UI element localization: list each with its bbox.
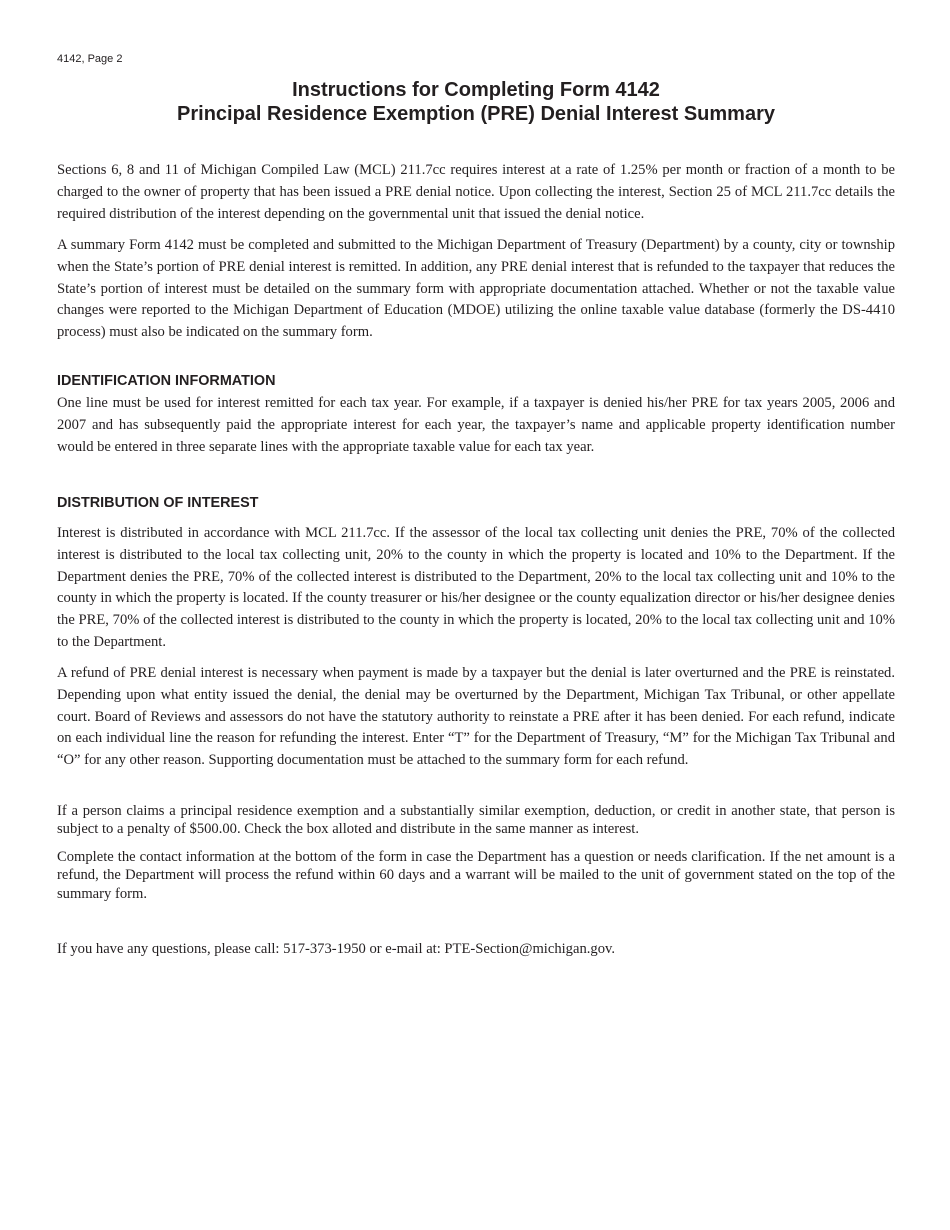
intro-paragraph-2: A summary Form 4142 must be completed and submitted to the Michigan Department of Treasury (Department) by a county, city or township when the State’s portion of PRE denial interest is remitted. In addition, any PRE denial interest that is refunded to the taxpayer that reduces the State’s portion of interest must be detailed on the summary form with appropriate documentation attached. Whether or not the taxable value changes were reported to the Michigan Department of Education (MDOE) utilizing the online taxable value database (formerly the DS-4410 process) must also be indicated on the summary form. — [57, 237, 895, 341]
title-line-2: Principal Residence Exemption (PRE) Denial Interest Summary — [177, 103, 775, 125]
page-title — [57, 78, 895, 126]
distribution-paragraph-1: Interest is distributed in accordance with MCL 211.7cc. If the assessor of the local tax collecting unit denies the PRE, 70% of the collected interest is distributed to the local tax collecting unit, 20% to the county in which the property is located and 10% to the Department. If the Department denies the PRE, 70% of the collected interest is distributed to the Department, 20% to the local tax collecting unit and 10% to the county in which the property is located. If the county treasurer or his/her designee or the county equalization director or his/her designee denies the PRE, 70% of the collected interest is distributed to the county in which the property is located, 20% to the local tax collecting unit and 10% to the Department. — [57, 525, 895, 650]
identification-heading: IDENTIFICATION INFORMATION — [57, 373, 276, 389]
distribution-paragraph-2: A refund of PRE denial interest is necessary when payment is made by a taxpayer but the denial is later overturned and the PRE is reinstated. Depending upon what entity issued the denial, the denial may be overturned by the Department, Michigan Tax Tribunal, or other appellate court. Board of Reviews and assessors do not have the statutory authority to reinstate a PRE after it has been denied. For each refund, indicate on each individual line the reason for refunding the interest. Enter “T” for the Department of Treasury, “M” for the Michigan Tax Tribunal and “O” for any other reason. Supporting documentation must be attached to the summary form for each refund. — [57, 665, 895, 769]
identification-paragraph: One line must be used for interest remitted for each tax year. For example, if a taxpayer is denied his/her PRE for tax years 2005, 2006 and 2007 and has subsequently paid the appropriate interest for each year, the taxpayer’s name and applicable property identification number would be entered in three separate lines with the appropriate taxable value for each tax year. — [57, 395, 895, 455]
page-label: 4142, Page 2 — [57, 53, 123, 65]
intro-paragraph-1: Sections 6, 8 and 11 of Michigan Compiled Law (MCL) 211.7cc requires interest at a rate of 1.25% per month or fraction of a month to be charged to the owner of property that has been issued a PRE denial notice. Upon collecting the interest, Section 25 of MCL 211.7cc details the required distribution of the interest depending on the governmental unit that issued the denial notice. — [57, 162, 895, 222]
contact-line: If you have any questions, please call: 517-373-1950 or e-mail at: PTE-Section@michigan.gov. — [57, 941, 615, 957]
distribution-paragraph-4: Complete the contact information at the bottom of the form in case the Department has a question or needs clarification. If the net amount is a refund, the Department will process the refund within 60 days and a warrant will be mailed to the unit of government stated on the top of the summary form. — [57, 849, 895, 902]
distribution-heading: DISTRIBUTION OF INTEREST — [57, 495, 259, 511]
title-line-1: Instructions for Completing Form 4142 — [292, 79, 660, 101]
distribution-paragraph-3: If a person claims a principal residence exemption and a substantially similar exemption, deduction, or credit in another state, that person is subject to a penalty of $500.00. Check the box alloted and distribute in the same manner as interest. — [57, 803, 895, 838]
